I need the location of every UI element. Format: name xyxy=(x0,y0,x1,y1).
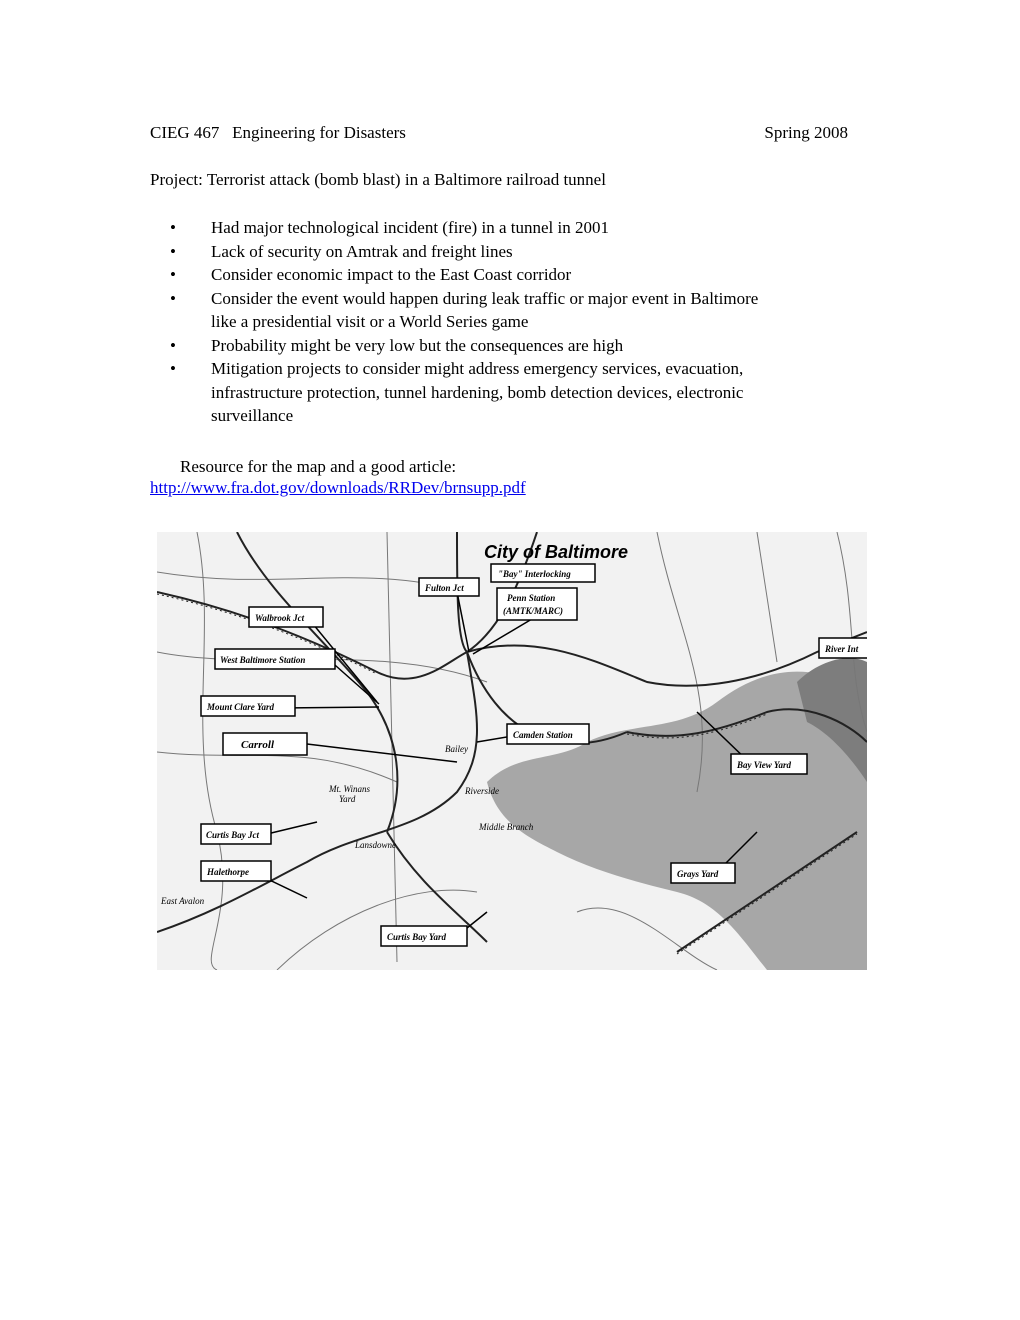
svg-text:Curtis Bay Yard: Curtis Bay Yard xyxy=(387,932,447,942)
place-lansdowne: Lansdowne xyxy=(355,840,397,850)
svg-text:Halethorpe: Halethorpe xyxy=(207,867,249,877)
label-walbrook-jct xyxy=(249,607,323,627)
svg-text:(AMTK/MARC): (AMTK/MARC) xyxy=(503,606,564,616)
svg-text:West Baltimore Station: West Baltimore Station xyxy=(220,655,306,665)
label-curtis-bay-jct xyxy=(201,824,271,844)
svg-text:Mount Clare Yard: Mount Clare Yard xyxy=(207,702,275,712)
map-title: City of Baltimore xyxy=(484,542,629,562)
label-curtis-bay-yard xyxy=(381,926,467,946)
bullet-icon: • xyxy=(170,335,176,355)
label-mount-clare-yard xyxy=(201,696,295,716)
label-grays-yard xyxy=(671,863,735,883)
bullet-icon: • xyxy=(170,218,176,237)
project-statement: Project: Terrorist attack (bomb blast) in a Baltimore railroad tunnel xyxy=(150,170,606,189)
label-bay-interlocking xyxy=(491,564,595,582)
svg-text:River Int: River Int xyxy=(825,644,859,654)
resource-caption: Resource for the map and a good article: xyxy=(180,457,457,476)
list-item: • Consider the event would happen during leak traffic or major event in Baltimore like a presidential visit or a World Series game xyxy=(170,288,759,331)
place-mt-winans: Mt. Winans xyxy=(329,784,371,794)
label-west-baltimore-station xyxy=(215,649,335,669)
svg-text:Bay View Yard: Bay View Yard xyxy=(737,760,792,770)
place-yard: Yard xyxy=(339,794,356,804)
bullet-icon: • xyxy=(170,288,176,308)
label-halethorpe xyxy=(201,861,271,881)
list-item: • Mitigation projects to consider might address emergency services, evacuation, infrastructure protection, tunnel hardening, bomb detection devices, electronic surveillance xyxy=(170,359,744,425)
svg-text:Grays Yard: Grays Yard xyxy=(677,869,719,879)
list-item: • Lack of security on Amtrak and freight lines xyxy=(170,240,870,264)
svg-text:Fulton Jct: Fulton Jct xyxy=(425,583,464,593)
term-label: Spring 2008 xyxy=(764,123,848,142)
place-middle-branch: Middle Branch xyxy=(479,822,534,832)
course-title: CIEG 467 Engineering for Disasters xyxy=(150,123,406,142)
bullet-list xyxy=(170,216,870,428)
label-river-int xyxy=(819,638,867,658)
label-camden-station xyxy=(507,724,589,744)
resource-link[interactable]: http://www.fra.dot.gov/downloads/RRDev/brnsupp.pdf xyxy=(150,478,526,497)
svg-text:Carroll: Carroll xyxy=(241,739,275,751)
label-carroll xyxy=(223,733,307,755)
svg-text:Walbrook Jct: Walbrook Jct xyxy=(255,613,305,623)
place-bailey: Bailey xyxy=(445,744,468,754)
label-bay-view-yard xyxy=(731,754,807,774)
bullet-icon: • xyxy=(170,241,176,261)
svg-text:Penn Station: Penn Station xyxy=(507,593,556,603)
place-riverside: Riverside xyxy=(465,786,499,796)
svg-text:Camden Station: Camden Station xyxy=(513,730,573,740)
svg-text:Curtis Bay Jct: Curtis Bay Jct xyxy=(206,830,260,840)
list-item: • Probability might be very low but the consequences are high xyxy=(170,334,870,358)
map-drawing xyxy=(157,532,867,970)
label-penn-station xyxy=(497,588,577,620)
svg-text:"Bay" Interlocking: "Bay" Interlocking xyxy=(498,569,571,579)
list-item: • Had major technological incident (fire) in a tunnel in 2001 xyxy=(170,216,870,240)
list-item: • Consider economic impact to the East Coast corridor xyxy=(170,263,870,287)
bullet-icon: • xyxy=(170,359,176,378)
label-fulton-jct xyxy=(419,578,479,596)
place-east-avalon: East Avalon xyxy=(161,896,205,906)
bullet-icon: • xyxy=(170,265,176,284)
baltimore-rail-map xyxy=(157,532,867,970)
